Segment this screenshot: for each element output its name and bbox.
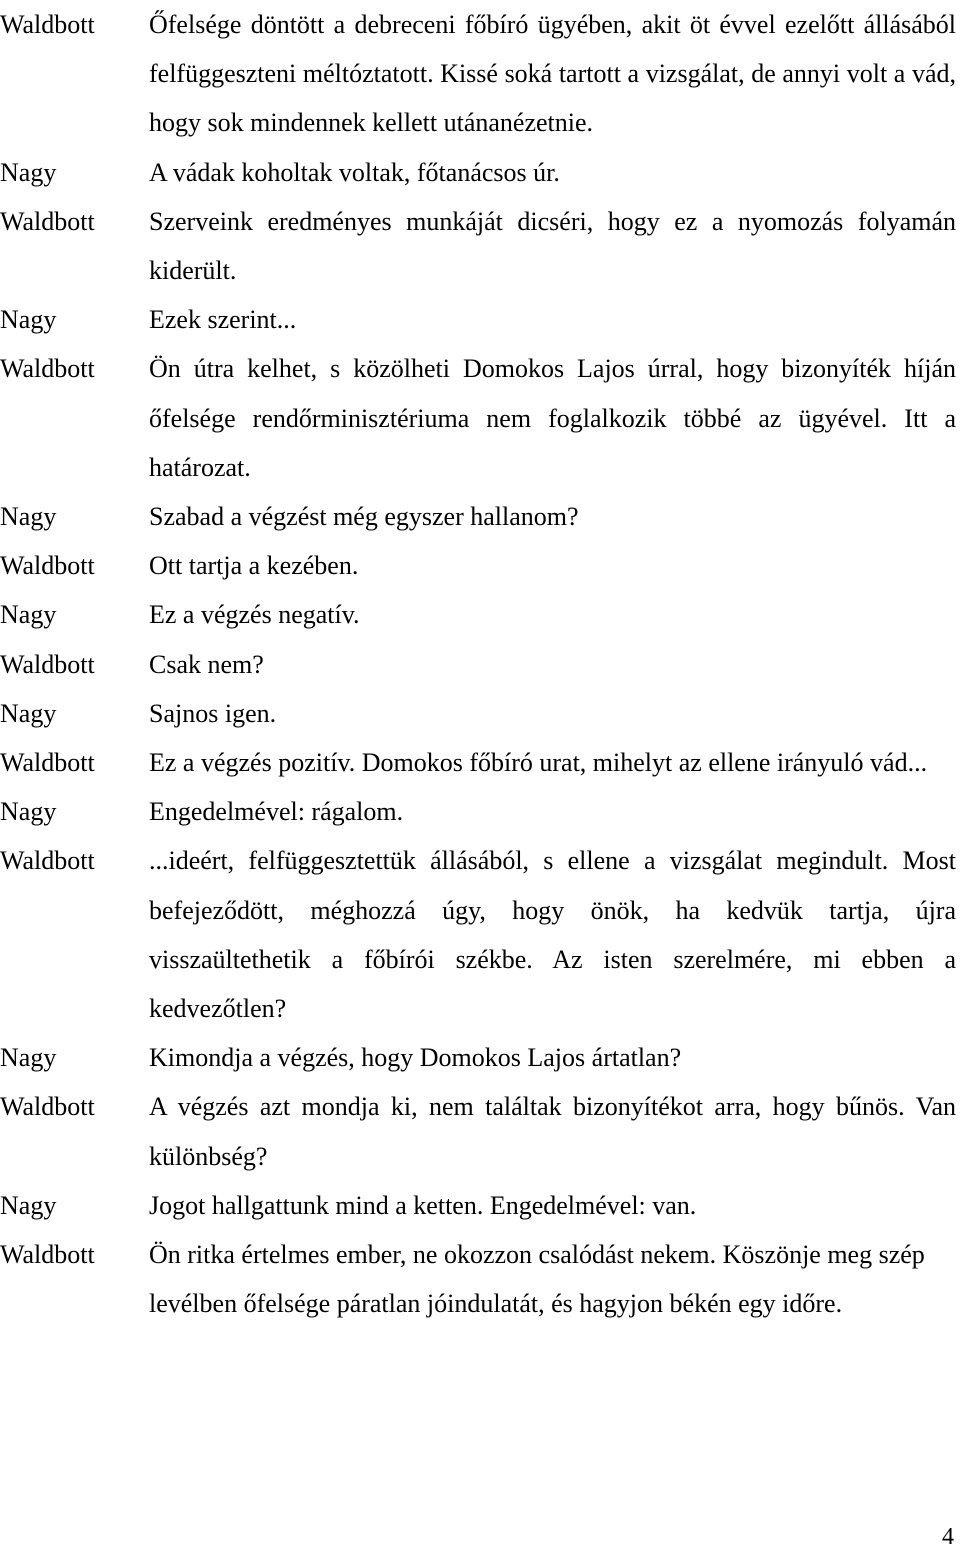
dialogue-line: Őfelsége döntött a debreceni főbíró ügyében, akit öt évvel ezelőtt állásából felfüggeszteni méltóztatott. Kissé soká tartott a vizsgálat, de annyi volt a vád, hogy sok mindennek kellett utánanézetnie. [149,10,956,138]
dialogue-row [0,787,956,836]
speaker-name: Waldbott [0,846,95,876]
speaker-name: Waldbott [0,1092,95,1122]
dialogue-row [0,197,956,295]
dialogue-line: Szerveink eredményes munkáját dicséri, hogy ez a nyomozás folyamán kiderült. [149,206,956,286]
dialogue-row [0,148,956,197]
dialogue-row [0,492,956,541]
speaker-name: Waldbott [0,748,95,778]
dialogue-row [0,295,956,344]
dialogue-line: Ott tartja a kezében. [149,551,359,581]
dialogue-line: A vádak koholtak voltak, főtanácsos úr. [149,157,560,187]
speaker-name: Nagy [0,600,57,630]
speaker-name: Nagy [0,502,57,532]
speaker-name: Waldbott [0,1240,95,1270]
dialogue-row [0,640,956,689]
dialogue-line: ...ideért, felfüggesztettük állásából, s ellene a vizsgálat megindult. Most befejeződött, méghozzá úgy, hogy önök, ha kedvük tartja, újra visszaültethetik a főbírói székbe. Az isten szerelmére, mi ebben a kedvezőtlen? [149,846,956,1024]
dialogue-row [0,738,956,787]
dialogue-line: Ez a végzés pozitív. Domokos főbíró urat, mihelyt az ellene irányuló vád... [149,748,928,778]
dialogue-line: Ön útra kelhet, s közölheti Domokos Lajos úrral, hogy bizonyíték híján őfelsége rendőrminisztériuma nem foglalkozik többé az ügyével. Itt a határozat. [149,354,956,482]
speaker-name: Waldbott [0,551,95,581]
speaker-name: Nagy [0,305,57,335]
dialogue-row [0,541,956,590]
dialogue-line: Jogot hallgattunk mind a ketten. Engedelmével: van. [149,1190,697,1220]
speaker-name: Nagy [0,157,57,187]
speaker-name: Nagy [0,1190,57,1220]
dialogue-line: Engedelmével: rágalom. [149,797,404,827]
dialogue-line: Szabad a végzést még egyszer hallanom? [149,502,579,532]
dialogue-row [0,590,956,639]
dialogue-line: Ezek szerint... [149,305,297,335]
speaker-name: Nagy [0,797,57,827]
dialogue-row [0,689,956,738]
speaker-name: Waldbott [0,354,95,384]
speaker-name: Waldbott [0,649,95,679]
dialogue-line: Csak nem? [149,649,264,679]
dialogue-row [0,1230,956,1328]
dialogue-row [0,1082,956,1180]
speaker-name: Nagy [0,698,57,728]
speaker-name: Waldbott [0,10,95,39]
dialogue-line: Kimondja a végzés, hogy Domokos Lajos ártatlan? [149,1043,682,1073]
dialogue-line: Ez a végzés negatív. [149,600,360,630]
dialogue-row [0,1181,956,1230]
dialogue-line: Ön ritka értelmes ember, ne okozzon csalódást nekem. Köszönje meg szép levélben őfelsége páratlan jóindulatát, és hagyjon békén egy időre. [149,1240,925,1319]
dialogue-row [0,1033,956,1082]
page-number: 4 [942,1524,954,1550]
dialogue-row [0,836,956,1033]
dialogue-line: Sajnos igen. [149,698,277,728]
dialogue-row [0,344,956,492]
dialogue-row [0,0,956,148]
speaker-name: Nagy [0,1043,57,1073]
speaker-name: Waldbott [0,206,95,236]
dialogue-line: A végzés azt mondja ki, nem találtak bizonyítékot arra, hogy bűnös. Van különbség? [149,1092,956,1171]
